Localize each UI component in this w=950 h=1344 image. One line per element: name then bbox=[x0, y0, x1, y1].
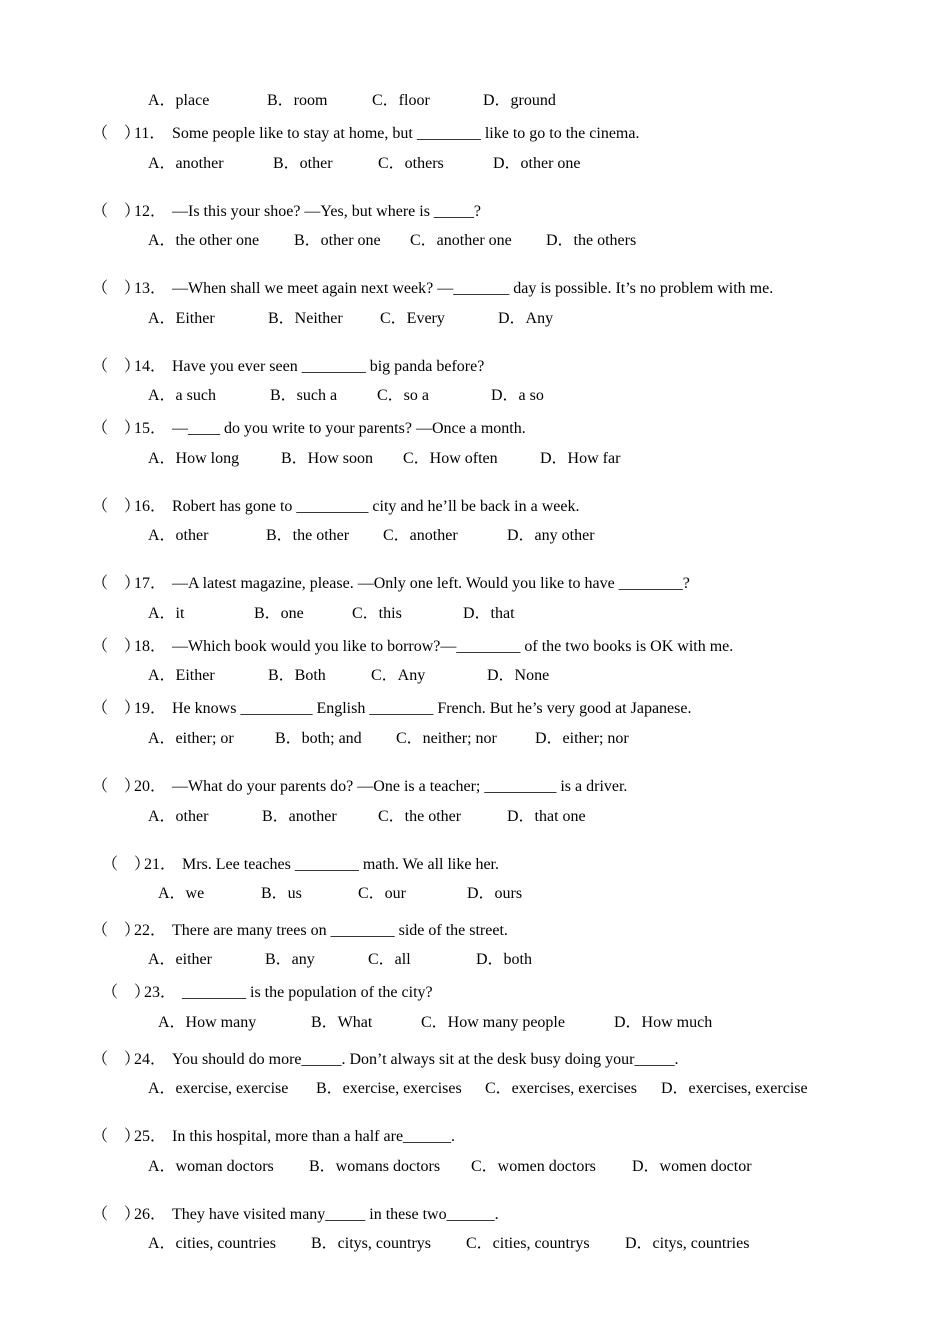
q25-option-a: A．woman doctors bbox=[148, 1158, 274, 1175]
q17-option-a: A．it bbox=[148, 605, 185, 622]
q20-option-c: C．the other bbox=[378, 808, 462, 825]
answer-blank: （ ） bbox=[102, 856, 151, 873]
q10-option-c: C．floor bbox=[372, 92, 430, 109]
q12-option-a: A．the other one bbox=[148, 232, 260, 249]
q19-option-d: D．either; nor bbox=[535, 730, 629, 747]
q22-option-c: C．all bbox=[368, 951, 411, 968]
q19-option-a: A．either; or bbox=[148, 730, 234, 747]
q11-option-b: B．other bbox=[273, 155, 333, 172]
q18-option-d: D．None bbox=[487, 667, 550, 684]
question-stem: —What do your parents do? —One is a teacher; _________ is a driver. bbox=[172, 778, 628, 795]
q16-option-a: A．other bbox=[148, 527, 209, 544]
question-stem: He knows _________ English ________ French. But he’s very good at Japanese. bbox=[172, 700, 692, 717]
answer-blank: （ ） bbox=[102, 984, 151, 1001]
q18-option-b: B．Both bbox=[268, 667, 326, 684]
q21-option-b: B．us bbox=[261, 885, 302, 902]
question-number: 26． bbox=[134, 1206, 167, 1223]
answer-blank: （ ） bbox=[92, 575, 141, 592]
question-stem: Mrs. Lee teaches ________ math. We all like her. bbox=[182, 856, 499, 873]
q25-option-d: D．women doctor bbox=[632, 1158, 752, 1175]
q22-option-d: D．both bbox=[476, 951, 533, 968]
q11-option-a: A．another bbox=[148, 155, 224, 172]
q12-option-c: C．another one bbox=[410, 232, 512, 249]
q11-option-c: C．others bbox=[378, 155, 444, 172]
q22-option-b: B．any bbox=[265, 951, 315, 968]
q21-option-d: D．ours bbox=[467, 885, 523, 902]
q24-option-a: A．exercise, exercise bbox=[148, 1080, 289, 1097]
q11-option-d: D．other one bbox=[493, 155, 581, 172]
question-number: 12． bbox=[134, 203, 167, 220]
question-number: 22． bbox=[134, 922, 167, 939]
q25-option-b: B．womans doctors bbox=[309, 1158, 441, 1175]
q17-option-c: C．this bbox=[352, 605, 402, 622]
answer-blank: （ ） bbox=[92, 498, 141, 515]
answer-blank: （ ） bbox=[92, 638, 141, 655]
question-stem: —____ do you write to your parents? —Once a month. bbox=[172, 420, 526, 437]
q19-option-b: B．both; and bbox=[275, 730, 362, 747]
q25-option-c: C．women doctors bbox=[471, 1158, 596, 1175]
q26-option-c: C．cities, countrys bbox=[466, 1235, 590, 1252]
question-stem: —Is this your shoe? —Yes, but where is _____? bbox=[172, 203, 482, 220]
q13-option-d: D．Any bbox=[498, 310, 554, 327]
q10-option-b: B．room bbox=[267, 92, 328, 109]
question-number: 21． bbox=[144, 856, 177, 873]
q17-option-b: B．one bbox=[254, 605, 304, 622]
q12-option-b: B．other one bbox=[294, 232, 381, 249]
answer-blank: （ ） bbox=[92, 922, 141, 939]
question-number: 13． bbox=[134, 280, 167, 297]
question-number: 24． bbox=[134, 1051, 167, 1068]
q13-option-a: A．Either bbox=[148, 310, 215, 327]
q16-option-c: C．another bbox=[383, 527, 458, 544]
q24-option-c: C．exercises, exercises bbox=[485, 1080, 637, 1097]
q19-option-c: C．neither; nor bbox=[396, 730, 497, 747]
q26-option-a: A．cities, countries bbox=[148, 1235, 276, 1252]
q15-option-b: B．How soon bbox=[281, 450, 374, 467]
q21-option-a: A．we bbox=[158, 885, 205, 902]
q10-option-a: A．place bbox=[148, 92, 210, 109]
answer-blank: （ ） bbox=[92, 125, 141, 142]
answer-blank: （ ） bbox=[92, 203, 141, 220]
answer-blank: （ ） bbox=[92, 700, 141, 717]
q24-option-b: B．exercise, exercises bbox=[316, 1080, 462, 1097]
question-stem: ________ is the population of the city? bbox=[182, 984, 433, 1001]
answer-blank: （ ） bbox=[92, 1128, 141, 1145]
q15-option-c: C．How often bbox=[403, 450, 498, 467]
question-number: 23． bbox=[144, 984, 177, 1001]
q23-option-d: D．How much bbox=[614, 1014, 713, 1031]
question-number: 19． bbox=[134, 700, 167, 717]
question-stem: There are many trees on ________ side of the street. bbox=[172, 922, 508, 939]
answer-blank: （ ） bbox=[92, 1206, 141, 1223]
q21-option-c: C．our bbox=[358, 885, 407, 902]
q14-option-b: B．such a bbox=[270, 387, 338, 404]
question-stem: Robert has gone to _________ city and he’ll be back in a week. bbox=[172, 498, 580, 515]
question-number: 25． bbox=[134, 1128, 167, 1145]
question-number: 11． bbox=[134, 125, 166, 142]
question-number: 20． bbox=[134, 778, 167, 795]
question-stem: In this hospital, more than a half are______. bbox=[172, 1128, 456, 1145]
q13-option-b: B．Neither bbox=[268, 310, 343, 327]
question-number: 17． bbox=[134, 575, 167, 592]
q14-option-d: D．a so bbox=[491, 387, 544, 404]
q20-option-a: A．other bbox=[148, 808, 209, 825]
answer-blank: （ ） bbox=[92, 280, 141, 297]
q17-option-d: D．that bbox=[463, 605, 515, 622]
q18-option-c: C．Any bbox=[371, 667, 426, 684]
q23-option-b: B．What bbox=[311, 1014, 373, 1031]
answer-blank: （ ） bbox=[92, 778, 141, 795]
q20-option-d: D．that one bbox=[507, 808, 586, 825]
question-stem: —A latest magazine, please. —Only one left. Would you like to have ________? bbox=[172, 575, 690, 592]
q26-option-b: B．citys, countrys bbox=[311, 1235, 431, 1252]
question-stem: —When shall we meet again next week? —_______ day is possible. It’s no problem with me. bbox=[172, 280, 774, 297]
q16-option-d: D．any other bbox=[507, 527, 595, 544]
q23-option-a: A．How many bbox=[158, 1014, 257, 1031]
q18-option-a: A．Either bbox=[148, 667, 215, 684]
question-number: 15． bbox=[134, 420, 167, 437]
question-number: 16． bbox=[134, 498, 167, 515]
q13-option-c: C．Every bbox=[380, 310, 445, 327]
question-stem: Have you ever seen ________ big panda before? bbox=[172, 358, 485, 375]
question-stem: Some people like to stay at home, but ________ like to go to the cinema. bbox=[172, 125, 640, 142]
question-stem: They have visited many_____ in these two______. bbox=[172, 1206, 499, 1223]
q16-option-b: B．the other bbox=[266, 527, 350, 544]
q12-option-d: D．the others bbox=[546, 232, 637, 249]
question-number: 14． bbox=[134, 358, 167, 375]
answer-blank: （ ） bbox=[92, 358, 141, 375]
q22-option-a: A．either bbox=[148, 951, 212, 968]
question-stem: You should do more_____. Don’t always sit at the desk busy doing your_____. bbox=[172, 1051, 679, 1068]
answer-blank: （ ） bbox=[92, 1051, 141, 1068]
q14-option-c: C．so a bbox=[377, 387, 430, 404]
q20-option-b: B．another bbox=[262, 808, 337, 825]
q24-option-d: D．exercises, exercise bbox=[661, 1080, 808, 1097]
q15-option-a: A．How long bbox=[148, 450, 240, 467]
q23-option-c: C．How many people bbox=[421, 1014, 565, 1031]
answer-blank: （ ） bbox=[92, 420, 141, 437]
q15-option-d: D．How far bbox=[540, 450, 621, 467]
q14-option-a: A．a such bbox=[148, 387, 216, 404]
q26-option-d: D．citys, countries bbox=[625, 1235, 750, 1252]
question-stem: —Which book would you like to borrow?—________ of the two books is OK with me. bbox=[172, 638, 734, 655]
q10-option-d: D．ground bbox=[483, 92, 556, 109]
question-number: 18． bbox=[134, 638, 167, 655]
